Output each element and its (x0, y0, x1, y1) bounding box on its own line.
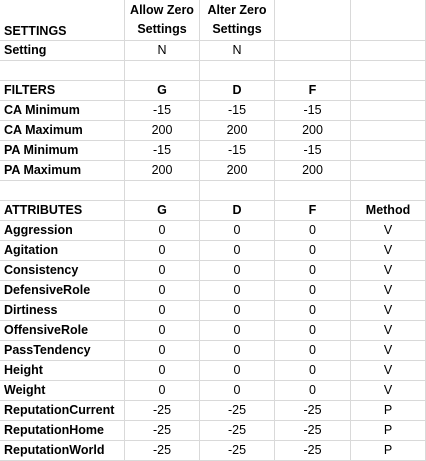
filters-col-d-header[interactable] (200, 81, 275, 101)
attribute-method: V (383, 283, 393, 298)
attribute-value-cell[interactable] (125, 381, 200, 401)
filter-value-cell[interactable] (125, 101, 200, 121)
attribute-value-cell[interactable] (200, 361, 275, 381)
attribute-value: -25 (227, 443, 247, 458)
filter-label: CA Minimum (4, 103, 80, 118)
attribute-label: ReputationHome (4, 423, 104, 438)
attribute-label: OffensiveRole (4, 323, 89, 338)
attribute-value-cell[interactable] (200, 401, 275, 421)
attribute-label-cell[interactable] (0, 281, 125, 301)
attribute-value: 0 (158, 243, 166, 258)
attribute-value-cell[interactable] (275, 321, 351, 341)
attribute-value: -25 (303, 443, 322, 458)
attribute-value: 0 (233, 343, 241, 358)
attribute-method: V (383, 363, 393, 378)
attribute-value: 0 (158, 343, 166, 358)
filters-col-f-header[interactable] (275, 81, 351, 101)
filter-value-cell[interactable] (125, 121, 200, 141)
empty-cell[interactable] (125, 181, 200, 201)
setting-label: Setting (4, 43, 47, 58)
attribute-value: 0 (233, 303, 241, 318)
allow-zero-value: N (157, 43, 167, 58)
attribute-value-cell[interactable] (125, 441, 200, 461)
attribute-label-cell[interactable] (0, 421, 125, 441)
attribute-value-cell[interactable] (275, 301, 351, 321)
column-header: D (232, 83, 242, 98)
filter-value: 200 (302, 163, 323, 178)
empty-cell[interactable] (0, 61, 125, 81)
attribute-value: 0 (309, 343, 316, 358)
attribute-method-cell[interactable] (351, 261, 426, 281)
filter-label: PA Maximum (4, 163, 82, 178)
attribute-value-cell[interactable] (275, 341, 351, 361)
attribute-value-cell[interactable] (275, 221, 351, 241)
settings-title-cell[interactable] (0, 0, 125, 41)
attribute-value-cell[interactable] (275, 381, 351, 401)
filter-value: -15 (227, 143, 247, 158)
attribute-value: 0 (233, 383, 241, 398)
attribute-value: -25 (227, 423, 247, 438)
attribute-method-cell[interactable] (351, 421, 426, 441)
empty-cell[interactable] (275, 61, 351, 81)
attribute-method-cell[interactable] (351, 321, 426, 341)
attributes-col-g-header[interactable] (125, 201, 200, 221)
column-header: F (308, 203, 317, 218)
empty-cell[interactable] (351, 181, 426, 201)
attribute-value: -25 (303, 423, 322, 438)
attribute-label-cell[interactable] (0, 261, 125, 281)
attribute-value-cell[interactable] (200, 281, 275, 301)
attribute-value: 0 (158, 283, 166, 298)
filters-col-g-header[interactable] (125, 81, 200, 101)
empty-cell[interactable] (351, 61, 426, 81)
filter-value-cell[interactable] (125, 161, 200, 181)
empty-cell[interactable] (351, 121, 426, 141)
attribute-value-cell[interactable] (200, 341, 275, 361)
filter-value-cell[interactable] (275, 141, 351, 161)
attribute-label-cell[interactable] (0, 321, 125, 341)
setting-label-cell[interactable] (0, 41, 125, 61)
filter-label-cell[interactable] (0, 161, 125, 181)
empty-cell[interactable] (275, 0, 351, 41)
attribute-method-cell[interactable] (351, 361, 426, 381)
attribute-value-cell[interactable] (275, 361, 351, 381)
column-header: Method (365, 203, 411, 218)
attributes-title-cell[interactable] (0, 201, 125, 221)
attribute-value-cell[interactable] (125, 361, 200, 381)
attribute-value: 0 (233, 323, 241, 338)
attribute-method-cell[interactable] (351, 241, 426, 261)
attribute-value: 0 (233, 223, 241, 238)
filter-value-cell[interactable] (275, 161, 351, 181)
settings-title: SETTINGS (4, 23, 67, 38)
attribute-value: 0 (309, 323, 316, 338)
column-header: D (232, 203, 242, 218)
attribute-value: 0 (233, 363, 241, 378)
attribute-value: 0 (158, 263, 166, 278)
attribute-value: -25 (303, 403, 322, 418)
attribute-value: 0 (233, 283, 241, 298)
filter-value-cell[interactable] (200, 141, 275, 161)
allow-zero-header-line2: Settings (137, 22, 187, 36)
attribute-value: 0 (309, 363, 316, 378)
attribute-method-cell[interactable] (351, 281, 426, 301)
attribute-value-cell[interactable] (275, 441, 351, 461)
empty-cell[interactable] (351, 161, 426, 181)
attribute-label: Dirtiness (4, 303, 58, 318)
attribute-method: V (383, 383, 393, 398)
allow-zero-value-cell[interactable] (125, 41, 200, 61)
filter-value: 200 (226, 123, 248, 138)
filter-value: 200 (302, 123, 323, 138)
attribute-value: 0 (233, 243, 241, 258)
attribute-method: V (383, 223, 393, 238)
attributes-col-method-header[interactable] (351, 201, 426, 221)
attribute-value: 0 (158, 323, 166, 338)
attribute-value-cell[interactable] (200, 381, 275, 401)
attribute-value: 0 (158, 303, 166, 318)
attribute-method: P (383, 443, 393, 458)
filter-value: 200 (226, 163, 248, 178)
allow-zero-header-line1: Allow Zero (130, 3, 194, 17)
empty-cell[interactable] (351, 0, 426, 41)
attribute-value: -25 (152, 443, 172, 458)
allow-zero-header-cell[interactable] (125, 0, 200, 41)
attribute-label-cell[interactable] (0, 381, 125, 401)
attribute-value-cell[interactable] (200, 301, 275, 321)
attribute-method: P (383, 403, 393, 418)
attribute-value-cell[interactable] (125, 281, 200, 301)
attribute-method-cell[interactable] (351, 341, 426, 361)
attribute-label-cell[interactable] (0, 361, 125, 381)
filters-title: FILTERS (4, 83, 56, 98)
filter-value-cell[interactable] (125, 141, 200, 161)
filter-label: PA Minimum (4, 143, 79, 158)
filter-value-cell[interactable] (200, 101, 275, 121)
attribute-label-cell[interactable] (0, 241, 125, 261)
alter-zero-header-line2: Settings (212, 22, 262, 36)
filter-label-cell[interactable] (0, 141, 125, 161)
attribute-value: 0 (309, 223, 316, 238)
attribute-label-cell[interactable] (0, 341, 125, 361)
attribute-value-cell[interactable] (275, 281, 351, 301)
empty-cell[interactable] (351, 81, 426, 101)
filter-label-cell[interactable] (0, 101, 125, 121)
attribute-method: V (383, 323, 393, 338)
empty-cell[interactable] (275, 41, 351, 61)
attribute-value: 0 (309, 243, 316, 258)
attribute-label: Agitation (4, 243, 59, 258)
attribute-method-cell[interactable] (351, 381, 426, 401)
filter-value: -15 (303, 103, 322, 118)
empty-cell[interactable] (275, 181, 351, 201)
attribute-value-cell[interactable] (200, 441, 275, 461)
empty-cell[interactable] (200, 61, 275, 81)
filter-value-cell[interactable] (200, 161, 275, 181)
attribute-label-cell[interactable] (0, 301, 125, 321)
attribute-value-cell[interactable] (200, 261, 275, 281)
attribute-value-cell[interactable] (200, 421, 275, 441)
attribute-value-cell[interactable] (125, 261, 200, 281)
attributes-title: ATTRIBUTES (4, 203, 83, 218)
empty-cell[interactable] (351, 41, 426, 61)
filter-value: -15 (152, 143, 172, 158)
attribute-value-cell[interactable] (125, 341, 200, 361)
attribute-value-cell[interactable] (200, 221, 275, 241)
attribute-label: PassTendency (4, 343, 91, 358)
attribute-value: 0 (309, 383, 316, 398)
attribute-method: V (383, 303, 393, 318)
attribute-value-cell[interactable] (125, 421, 200, 441)
attribute-value-cell[interactable] (125, 221, 200, 241)
filter-value: -15 (152, 103, 172, 118)
filter-value: 200 (151, 123, 173, 138)
alter-zero-value-cell[interactable] (200, 41, 275, 61)
attribute-value-cell[interactable] (125, 401, 200, 421)
attribute-value: 0 (158, 363, 166, 378)
attribute-value: -25 (152, 403, 172, 418)
column-header: G (157, 203, 167, 218)
attribute-method: P (383, 423, 393, 438)
attribute-label-cell[interactable] (0, 401, 125, 421)
filter-label-cell[interactable] (0, 121, 125, 141)
attribute-value: 0 (309, 283, 316, 298)
attribute-value-cell[interactable] (200, 321, 275, 341)
empty-cell[interactable] (351, 101, 426, 121)
attribute-value: 0 (158, 383, 166, 398)
filter-value: 200 (151, 163, 173, 178)
attribute-label: DefensiveRole (4, 283, 91, 298)
filter-value-cell[interactable] (275, 121, 351, 141)
attribute-label: ReputationWorld (4, 443, 105, 458)
attributes-col-d-header[interactable] (200, 201, 275, 221)
attribute-value-cell[interactable] (275, 261, 351, 281)
attribute-label: Consistency (4, 263, 79, 278)
attribute-label: ReputationCurrent (4, 403, 115, 418)
attribute-value: -25 (152, 423, 172, 438)
attribute-value-cell[interactable] (125, 321, 200, 341)
attribute-method-cell[interactable] (351, 401, 426, 421)
attribute-method: V (383, 243, 393, 258)
attribute-value-cell[interactable] (275, 421, 351, 441)
attribute-value-cell[interactable] (125, 241, 200, 261)
attribute-value: 0 (158, 223, 166, 238)
empty-cell[interactable] (351, 141, 426, 161)
attribute-label: Aggression (4, 223, 73, 238)
attribute-label-cell[interactable] (0, 221, 125, 241)
attribute-value-cell[interactable] (275, 401, 351, 421)
attributes-col-f-header[interactable] (275, 201, 351, 221)
column-header: F (308, 83, 317, 98)
filter-value: -15 (227, 103, 247, 118)
attribute-value: 0 (309, 303, 316, 318)
filter-value-cell[interactable] (200, 121, 275, 141)
filter-label: CA Maximum (4, 123, 83, 138)
attribute-value: 0 (309, 263, 316, 278)
attribute-method-cell[interactable] (351, 441, 426, 461)
alter-zero-header-cell[interactable] (200, 0, 275, 41)
filter-value-cell[interactable] (275, 101, 351, 121)
attribute-label-cell[interactable] (0, 441, 125, 461)
empty-cell[interactable] (200, 181, 275, 201)
attribute-value-cell[interactable] (275, 241, 351, 261)
attribute-label: Height (4, 363, 43, 378)
attribute-label: Weight (4, 383, 46, 398)
attribute-method-cell[interactable] (351, 301, 426, 321)
filter-value: -15 (303, 143, 322, 158)
empty-cell[interactable] (0, 181, 125, 201)
attribute-value-cell[interactable] (200, 241, 275, 261)
column-header: G (157, 83, 167, 98)
attribute-method: V (383, 263, 393, 278)
attribute-method-cell[interactable] (351, 221, 426, 241)
attribute-method: V (383, 343, 393, 358)
attribute-value: -25 (227, 403, 247, 418)
alter-zero-header-line1: Alter Zero (207, 3, 267, 17)
alter-zero-value: N (232, 43, 242, 58)
attribute-value: 0 (233, 263, 241, 278)
attribute-value-cell[interactable] (125, 301, 200, 321)
filters-title-cell[interactable] (0, 81, 125, 101)
empty-cell[interactable] (125, 61, 200, 81)
